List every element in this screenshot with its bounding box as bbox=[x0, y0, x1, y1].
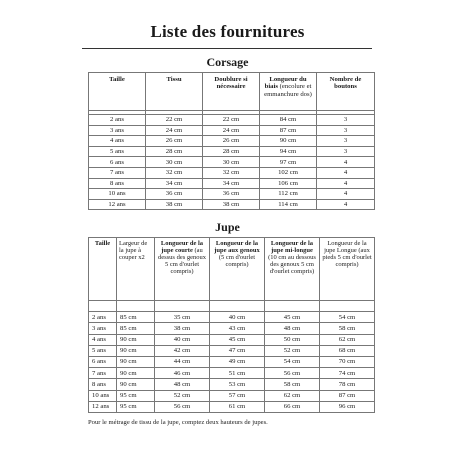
jupe-cell: 2 ans bbox=[89, 312, 117, 323]
jupe-header-milongue-bold: Longueur de la jupe mi-longue bbox=[270, 240, 314, 254]
jupe-cell: 66 cm bbox=[265, 401, 320, 412]
jupe-header-genoux-bold: Longueur de la jupe aux genoux bbox=[214, 240, 260, 254]
jupe-cell: 6 ans bbox=[89, 356, 117, 367]
jupe-cell: 70 cm bbox=[320, 356, 375, 367]
jupe-header-row bbox=[89, 238, 375, 301]
jupe-cell: 90 cm bbox=[117, 368, 155, 379]
jupe-row bbox=[89, 312, 375, 323]
jupe-row bbox=[89, 356, 375, 367]
jupe-header-longue-a: Longueur de la jupe Longue bbox=[324, 240, 367, 254]
jupe-cell: 8 ans bbox=[89, 379, 117, 390]
corsage-cell: 28 cm bbox=[146, 146, 203, 157]
corsage-cell: 4 ans bbox=[89, 136, 146, 147]
jupe-cell: 95 cm bbox=[117, 390, 155, 401]
corsage-cell: 84 cm bbox=[260, 115, 317, 126]
jupe-cell: 52 cm bbox=[265, 345, 320, 356]
jupe-cell: 51 cm bbox=[210, 368, 265, 379]
jupe-cell: 40 cm bbox=[155, 334, 210, 345]
jupe-row bbox=[89, 368, 375, 379]
corsage-cell: 26 cm bbox=[146, 136, 203, 147]
jupe-header-genoux bbox=[210, 238, 265, 301]
corsage-cell: 106 cm bbox=[260, 178, 317, 189]
corsage-cell: 4 bbox=[317, 167, 375, 178]
corsage-row bbox=[89, 146, 375, 157]
corsage-header-longueur bbox=[260, 73, 317, 111]
jupe-row bbox=[89, 390, 375, 401]
jupe-cell: 46 cm bbox=[155, 368, 210, 379]
jupe-gap-row bbox=[89, 301, 375, 312]
jupe-cell: 54 cm bbox=[265, 356, 320, 367]
jupe-cell: 12 ans bbox=[89, 401, 117, 412]
corsage-cell: 3 bbox=[317, 115, 375, 126]
jupe-cell: 56 cm bbox=[265, 368, 320, 379]
jupe-cell: 52 cm bbox=[155, 390, 210, 401]
corsage-row bbox=[89, 199, 375, 210]
jupe-cell: 54 cm bbox=[320, 312, 375, 323]
jupe-header-taille: Taille bbox=[89, 238, 117, 301]
jupe-cell: 62 cm bbox=[320, 334, 375, 345]
jupe-cell: 44 cm bbox=[155, 356, 210, 367]
corsage-cell: 5 ans bbox=[89, 146, 146, 157]
corsage-row bbox=[89, 167, 375, 178]
corsage-body bbox=[89, 115, 375, 210]
jupe-cell: 49 cm bbox=[210, 356, 265, 367]
jupe-cell: 5 ans bbox=[89, 345, 117, 356]
jupe-cell: 45 cm bbox=[210, 334, 265, 345]
corsage-header-longueur-bold: Longueur du biais bbox=[264, 76, 307, 91]
corsage-row bbox=[89, 136, 375, 147]
jupe-table bbox=[88, 237, 375, 413]
corsage-cell: 36 cm bbox=[203, 189, 260, 200]
corsage-cell: 3 bbox=[317, 125, 375, 136]
title-rule bbox=[82, 48, 372, 49]
jupe-row bbox=[89, 379, 375, 390]
corsage-cell: 94 cm bbox=[260, 146, 317, 157]
jupe-cell: 96 cm bbox=[320, 401, 375, 412]
corsage-cell: 4 bbox=[317, 199, 375, 210]
jupe-cell: 45 cm bbox=[265, 312, 320, 323]
corsage-cell: 114 cm bbox=[260, 199, 317, 210]
jupe-cell: 90 cm bbox=[117, 334, 155, 345]
jupe-header-largeur: Largeur de la jupe à couper x2 bbox=[117, 238, 155, 301]
jupe-cell: 85 cm bbox=[117, 323, 155, 334]
corsage-row bbox=[89, 157, 375, 168]
corsage-cell: 97 cm bbox=[260, 157, 317, 168]
jupe-cell: 40 cm bbox=[210, 312, 265, 323]
jupe-cell: 87 cm bbox=[320, 390, 375, 401]
corsage-row bbox=[89, 189, 375, 200]
corsage-cell: 3 ans bbox=[89, 125, 146, 136]
corsage-cell: 22 cm bbox=[146, 115, 203, 126]
jupe-header-longue bbox=[320, 238, 375, 301]
corsage-cell: 34 cm bbox=[146, 178, 203, 189]
jupe-cell: 62 cm bbox=[265, 390, 320, 401]
corsage-header-taille: Taille bbox=[89, 73, 146, 111]
corsage-table bbox=[88, 72, 375, 210]
jupe-header-genoux-sub: (5 cm d'ourlet compris) bbox=[218, 254, 256, 268]
jupe-cell: 90 cm bbox=[117, 379, 155, 390]
corsage-cell: 10 ans bbox=[89, 189, 146, 200]
footnote: Pour le métrage de tissu de la jupe, comptez deux hauteurs de jupes. bbox=[88, 419, 268, 426]
jupe-row bbox=[89, 334, 375, 345]
corsage-cell: 36 cm bbox=[146, 189, 203, 200]
jupe-row bbox=[89, 345, 375, 356]
corsage-cell: 34 cm bbox=[203, 178, 260, 189]
corsage-cell: 8 ans bbox=[89, 178, 146, 189]
jupe-cell: 58 cm bbox=[265, 379, 320, 390]
jupe-cell: 68 cm bbox=[320, 345, 375, 356]
corsage-header-doublure: Doublure si nécessaire bbox=[203, 73, 260, 111]
corsage-cell: 7 ans bbox=[89, 167, 146, 178]
jupe-cell: 57 cm bbox=[210, 390, 265, 401]
corsage-cell: 3 bbox=[317, 146, 375, 157]
jupe-header-courte-bold: Longueur de la jupe courte bbox=[160, 240, 204, 254]
jupe-cell: 38 cm bbox=[155, 323, 210, 334]
corsage-header-longueur-sub: (encolure et emmanchure dos) bbox=[264, 83, 312, 98]
corsage-row bbox=[89, 178, 375, 189]
jupe-heading: Jupe bbox=[215, 220, 240, 234]
corsage-cell: 2 ans bbox=[89, 115, 146, 126]
jupe-header-courte-sub: (au dessus des genoux 5 cm d'ourlet compris) bbox=[157, 247, 207, 275]
jupe-cell: 10 ans bbox=[89, 390, 117, 401]
jupe-cell: 4 ans bbox=[89, 334, 117, 345]
jupe-cell: 95 cm bbox=[117, 401, 155, 412]
corsage-cell: 102 cm bbox=[260, 167, 317, 178]
jupe-cell: 78 cm bbox=[320, 379, 375, 390]
jupe-cell: 61 cm bbox=[210, 401, 265, 412]
corsage-header-boutons: Nombre de boutons bbox=[317, 73, 375, 111]
jupe-cell: 56 cm bbox=[155, 401, 210, 412]
corsage-cell: 112 cm bbox=[260, 189, 317, 200]
corsage-header-row bbox=[89, 73, 375, 111]
corsage-cell: 24 cm bbox=[146, 125, 203, 136]
jupe-cell: 85 cm bbox=[117, 312, 155, 323]
corsage-cell: 30 cm bbox=[203, 157, 260, 168]
corsage-cell: 90 cm bbox=[260, 136, 317, 147]
corsage-cell: 6 ans bbox=[89, 157, 146, 168]
jupe-cell: 53 cm bbox=[210, 379, 265, 390]
jupe-cell: 50 cm bbox=[265, 334, 320, 345]
corsage-cell: 87 cm bbox=[260, 125, 317, 136]
corsage-cell: 24 cm bbox=[203, 125, 260, 136]
corsage-cell: 32 cm bbox=[146, 167, 203, 178]
corsage-cell: 3 bbox=[317, 136, 375, 147]
jupe-cell: 43 cm bbox=[210, 323, 265, 334]
corsage-cell: 12 ans bbox=[89, 199, 146, 210]
corsage-cell: 4 bbox=[317, 157, 375, 168]
jupe-cell: 90 cm bbox=[117, 356, 155, 367]
jupe-cell: 90 cm bbox=[117, 345, 155, 356]
jupe-cell: 7 ans bbox=[89, 368, 117, 379]
jupe-cell: 74 cm bbox=[320, 368, 375, 379]
corsage-cell: 32 cm bbox=[203, 167, 260, 178]
jupe-row bbox=[89, 401, 375, 412]
corsage-cell: 4 bbox=[317, 178, 375, 189]
corsage-heading: Corsage bbox=[206, 55, 249, 69]
page-title: Liste des fournitures bbox=[150, 22, 305, 41]
corsage-row bbox=[89, 125, 375, 136]
jupe-cell: 58 cm bbox=[320, 323, 375, 334]
jupe-cell: 3 ans bbox=[89, 323, 117, 334]
corsage-cell: 38 cm bbox=[203, 199, 260, 210]
corsage-cell: 28 cm bbox=[203, 146, 260, 157]
jupe-cell: 48 cm bbox=[155, 379, 210, 390]
jupe-body bbox=[89, 312, 375, 413]
jupe-header-courte bbox=[155, 238, 210, 301]
jupe-cell: 42 cm bbox=[155, 345, 210, 356]
jupe-header-longue-b: (aux pieds 5 cm d'ourlet compris) bbox=[322, 247, 372, 268]
corsage-cell: 30 cm bbox=[146, 157, 203, 168]
jupe-row bbox=[89, 323, 375, 334]
corsage-row bbox=[89, 115, 375, 126]
jupe-header-milongue bbox=[265, 238, 320, 301]
corsage-cell: 38 cm bbox=[146, 199, 203, 210]
jupe-header-milongue-sub: (10 cm au dessous des genoux 5 cm d'ourlet compris) bbox=[268, 254, 316, 275]
jupe-cell: 47 cm bbox=[210, 345, 265, 356]
corsage-cell: 22 cm bbox=[203, 115, 260, 126]
jupe-cell: 48 cm bbox=[265, 323, 320, 334]
corsage-cell: 26 cm bbox=[203, 136, 260, 147]
corsage-cell: 4 bbox=[317, 189, 375, 200]
corsage-header-tissu: Tissu bbox=[146, 73, 203, 111]
jupe-cell: 35 cm bbox=[155, 312, 210, 323]
